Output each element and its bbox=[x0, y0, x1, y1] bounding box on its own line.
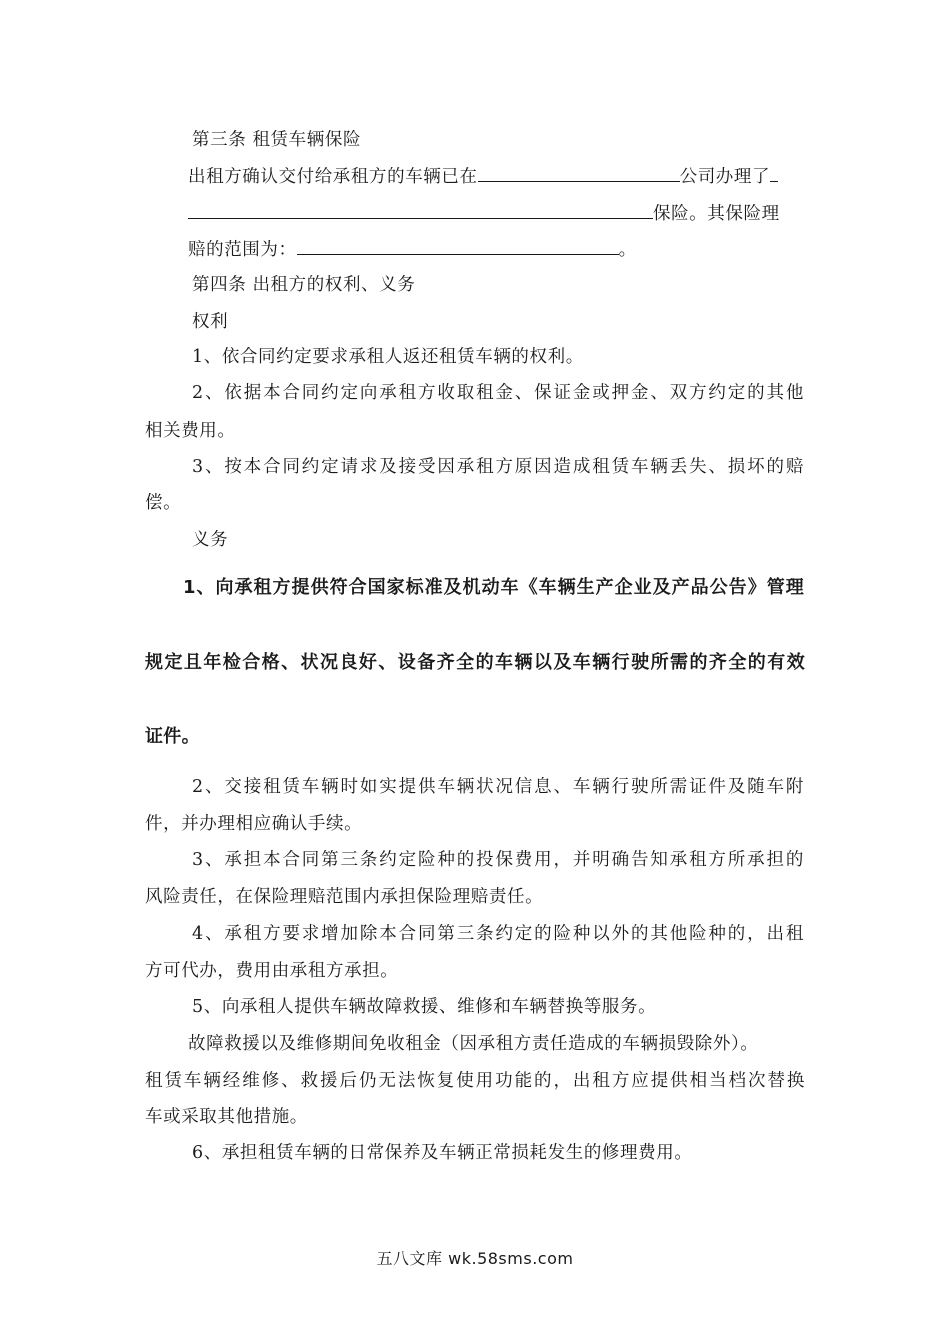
duty-5: 5、向承租人提供车辆故障救援、维修和车辆替换等服务。 bbox=[192, 997, 657, 1017]
insurer-company-blank bbox=[478, 165, 680, 182]
right-3-line-1: 3、按本合同约定请求及接受因承租方原因造成租赁车辆丢失、损坏的赔 bbox=[192, 457, 804, 477]
right-2-line-1: 2、依据本合同约定向承租方收取租金、保证金或押金、双方约定的其他 bbox=[192, 383, 804, 403]
article-3-line-3 bbox=[188, 238, 637, 262]
article-3-line-2-end: 保险。其保险理 bbox=[653, 204, 780, 224]
duty-5-para-2-line-1: 故障救援以及维修期间免收租金（因承租方责任造成的车辆损毁除外）。 bbox=[188, 1034, 759, 1054]
rights-title: 权利 bbox=[192, 312, 229, 332]
article-3-line-2 bbox=[188, 202, 780, 226]
duty-1-line-1: 1、向承租方提供符合国家标准及机动车《车辆生产企业及产品公告》管理 bbox=[183, 577, 804, 598]
article-3-heading: 第三条 租赁车辆保险 bbox=[192, 130, 362, 150]
duty-4-line-2: 方可代办，费用由承租方承担。 bbox=[145, 961, 399, 981]
duty-5-para-2-line-3: 车或采取其他措施。 bbox=[145, 1107, 308, 1127]
duty-2-line-2: 件，并办理相应确认手续。 bbox=[145, 814, 363, 834]
duty-2-line-1: 2、交接租赁车辆时如实提供车辆状况信息、车辆行驶所需证件及随车附 bbox=[192, 777, 804, 797]
insurance-type-blank bbox=[188, 202, 653, 219]
right-1: 1、依合同约定要求承租人返还租赁车辆的权利。 bbox=[192, 347, 584, 367]
right-3-line-2: 偿。 bbox=[145, 493, 182, 513]
article-3-line-3-start: 赔的范围为： bbox=[188, 240, 297, 260]
duties-title: 义务 bbox=[192, 530, 229, 550]
duty-6: 6、承担租赁车辆的日常保养及车辆正常损耗发生的修理费用。 bbox=[192, 1143, 693, 1163]
duty-3-line-1: 3、承担本合同第三条约定险种的投保费用，并明确告知承租方所承担的 bbox=[192, 850, 804, 870]
article-3-line-3-end: 。 bbox=[618, 240, 637, 260]
insurance-type-blank-start bbox=[770, 165, 778, 182]
duty-1-line-3: 证件。 bbox=[145, 726, 200, 747]
duty-5-para-2-line-2: 租赁车辆经维修、救援后仍无法恢复使用功能的，出租方应提供相当档次替换 bbox=[145, 1071, 805, 1091]
duty-4-line-1: 4、承租方要求增加除本合同第三条约定的险种以外的其他险种的，出租 bbox=[192, 924, 804, 944]
right-2-line-2: 相关费用。 bbox=[145, 421, 236, 441]
article-3-line-1-end: 公司办理了 bbox=[679, 167, 771, 187]
footer-watermark: 五八文库 wk.58sms.com bbox=[376, 1249, 574, 1268]
article-3-line-1 bbox=[188, 165, 778, 189]
duty-3-line-2: 风险责任，在保险理赔范围内承担保险理赔责任。 bbox=[145, 887, 544, 907]
duty-1-line-2: 规定且年检合格、状况良好、设备齐全的车辆以及车辆行驶所需的齐全的有效 bbox=[145, 652, 805, 673]
claim-scope-blank bbox=[297, 238, 619, 255]
article-4-heading: 第四条 出租方的权利、义务 bbox=[192, 275, 416, 295]
article-3-line-1-start: 出租方确认交付给承租方的车辆已在 bbox=[188, 167, 478, 187]
